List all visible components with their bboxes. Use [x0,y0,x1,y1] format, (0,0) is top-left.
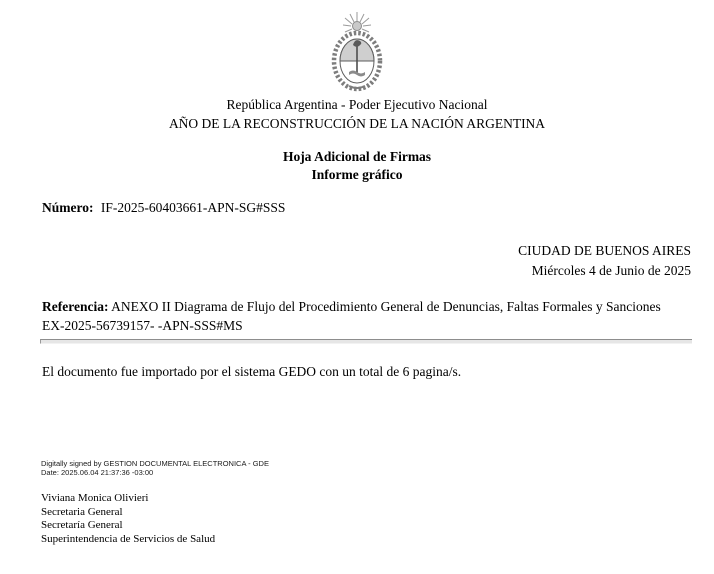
horizontal-divider [40,339,692,344]
city-line: CIUDAD DE BUENOS AIRES [518,243,691,258]
digital-signature-line-1: Digitally signed by GESTION DOCUMENTAL ELECTRONICA - GDE [41,459,269,468]
referencia-block [42,297,691,335]
numero-label: Número: [42,200,94,215]
referencia-value: ANEXO II Diagrama de Flujo del Procedimiento General de Denuncias, Faltas Formales y Sanciones [111,299,661,314]
signer-block [41,492,215,546]
digital-signature-line-2: Date: 2025.06.04 21:37:36 -03:00 [41,468,154,477]
signer-name: Viviana Monica Olivieri [41,492,149,504]
signer-title-2: Secretaría General [41,519,123,531]
imported-text: El documento fue importado por el sistema GEDO con un total de 6 pagina/s. [42,364,462,379]
signer-title-1: Secretaria General [41,505,123,518]
digital-signature-block [41,459,269,477]
numero-row [42,200,285,216]
place-date-block [518,241,691,281]
numero-value: IF-2025-60403661-APN-SG#SSS [100,200,286,215]
referencia-label: Referencia: [42,299,109,314]
header-republic-line: República Argentina - Poder Ejecutivo Nacional [226,97,488,112]
argentina-coat-of-arms-icon [0,12,714,99]
document-title: Hoja Adicional de Firmas [282,149,432,164]
document-subtitle: Informe gráfico [311,167,403,182]
signer-org: Superintendencia de Servicios de Salud [41,532,216,545]
date-line: Miércoles 4 de Junio de 2025 [531,263,691,278]
header-year-line: AÑO DE LA RECONSTRUCCIÓN DE LA NACIÓN ARGENTINA [168,116,546,131]
referencia-expediente: EX-2025-56739157- -APN-SSS#MS [42,318,243,333]
